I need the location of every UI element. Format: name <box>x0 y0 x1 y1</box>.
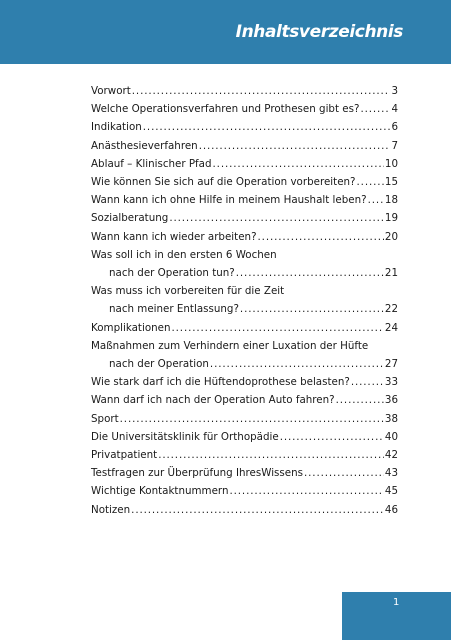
dot-leader <box>351 373 384 391</box>
toc-entry-title: Wie können Sie sich auf die Operation vorbereiten? <box>91 176 356 189</box>
toc-entry[interactable] <box>91 173 398 191</box>
dot-leader <box>131 501 384 519</box>
toc-entry-page: 18 <box>384 194 398 207</box>
dot-leader <box>280 428 384 446</box>
toc-entry-page: 42 <box>384 449 398 462</box>
dot-leader <box>172 319 384 337</box>
dot-leader <box>199 137 391 155</box>
toc-entry-page: 27 <box>384 358 398 371</box>
toc-entry-title: Wie stark darf ich die Hüftendoprothese belasten? <box>91 376 350 389</box>
table-of-contents <box>91 82 398 519</box>
dot-leader <box>169 209 384 227</box>
toc-entry[interactable] <box>91 209 398 227</box>
toc-entry[interactable] <box>91 191 398 209</box>
toc-entry-title: Was muss ich vorbereiten für die Zeit <box>91 285 285 298</box>
toc-entry-page: 40 <box>384 430 398 443</box>
toc-entry-continuation[interactable] <box>91 355 398 373</box>
toc-entry-title: Wann kann ich ohne Hilfe in meinem Haushalt leben? <box>91 194 367 207</box>
toc-entry-page: 6 <box>391 121 398 134</box>
toc-entry[interactable] <box>91 446 398 464</box>
toc-entry[interactable] <box>91 137 398 155</box>
toc-entry-title: Wichtige Kontaktnummern <box>91 485 229 498</box>
toc-entry[interactable] <box>91 482 398 500</box>
dot-leader <box>210 355 384 373</box>
toc-entry-title: Ablauf – Klinischer Pfad <box>91 157 212 170</box>
toc-entry-title-continuation: nach der Operation <box>109 358 209 371</box>
toc-entry-page: 20 <box>384 230 398 243</box>
toc-entry[interactable] <box>91 319 398 337</box>
toc-entry[interactable] <box>91 82 398 100</box>
toc-entry-title: Welche Operationsverfahren und Prothesen gibt es? <box>91 103 360 116</box>
toc-entry-page: 21 <box>384 267 398 280</box>
toc-entry-page: 45 <box>384 485 398 498</box>
toc-entry-title-continuation: nach meiner Entlassung? <box>109 303 239 316</box>
dot-leader <box>336 391 384 409</box>
toc-entry-title: Indikation <box>91 121 142 134</box>
dot-leader <box>229 482 383 500</box>
toc-entry-page: 38 <box>384 412 398 425</box>
toc-entry-title: Komplikationen <box>91 321 171 334</box>
toc-entry-title: Maßnahmen zum Verhindern einer Luxation der Hüfte <box>91 339 369 352</box>
dot-leader <box>236 264 384 282</box>
toc-entry-title: Anästhesieverfahren <box>91 139 198 152</box>
toc-entry-title: Sport <box>91 412 119 425</box>
dot-leader <box>360 100 390 118</box>
page-title: Inhaltsverzeichnis <box>235 22 403 42</box>
toc-entry-title: Notizen <box>91 503 131 516</box>
toc-entry-title: Testfragen zur Überprüfung IhresWissens <box>91 467 304 480</box>
toc-entry-page: 4 <box>391 103 398 116</box>
toc-entry[interactable] <box>91 118 398 136</box>
toc-entry-page: 22 <box>384 303 398 316</box>
toc-entry[interactable] <box>91 410 398 428</box>
toc-entry[interactable] <box>91 100 398 118</box>
dot-leader <box>143 118 391 136</box>
toc-entry[interactable] <box>91 228 398 246</box>
page-number: 1 <box>393 597 400 608</box>
header-bar <box>0 0 451 64</box>
toc-entry-title: Die Universitätsklinik für Orthopädie <box>91 430 279 443</box>
dot-leader <box>158 446 384 464</box>
dot-leader <box>240 300 384 318</box>
dot-leader <box>132 82 391 100</box>
toc-entry-title: Sozialberatung <box>91 212 169 225</box>
toc-entry[interactable] <box>91 501 398 519</box>
toc-entry-page: 10 <box>384 157 398 170</box>
toc-entry-title-continuation: nach der Operation tun? <box>109 267 235 280</box>
dot-leader <box>368 191 384 209</box>
toc-entry-page: 3 <box>391 85 398 97</box>
dot-leader <box>120 410 384 428</box>
toc-entry-page: 36 <box>384 394 398 407</box>
toc-entry-page: 43 <box>384 467 398 480</box>
toc-entry[interactable] <box>91 337 398 355</box>
toc-entry-page: 7 <box>391 139 398 152</box>
toc-entry-title: Was soll ich in den ersten 6 Wochen <box>91 248 277 261</box>
toc-entry[interactable] <box>91 391 398 409</box>
toc-entry[interactable] <box>91 155 398 173</box>
toc-entry[interactable] <box>91 464 398 482</box>
dot-leader <box>258 228 384 246</box>
dot-leader <box>304 464 384 482</box>
toc-entry-title: Wann darf ich nach der Operation Auto fahren? <box>91 394 335 407</box>
toc-entry[interactable] <box>91 428 398 446</box>
toc-entry[interactable] <box>91 246 398 264</box>
toc-entry-page: 19 <box>384 212 398 225</box>
dot-leader <box>213 155 384 173</box>
dot-leader <box>357 173 384 191</box>
toc-entry[interactable] <box>91 373 398 391</box>
toc-entry-page: 33 <box>384 376 398 389</box>
toc-entry[interactable] <box>91 282 398 300</box>
toc-entry-continuation[interactable] <box>91 264 398 282</box>
toc-entry-title: Vorwort <box>91 85 131 97</box>
toc-entry-title: Wann kann ich wieder arbeiten? <box>91 230 257 243</box>
toc-entry-continuation[interactable] <box>91 300 398 318</box>
toc-entry-page: 46 <box>384 503 398 516</box>
toc-entry-page: 24 <box>384 321 398 334</box>
toc-entry-title: Privatpatient <box>91 449 158 462</box>
toc-entry-page: 15 <box>384 176 398 189</box>
